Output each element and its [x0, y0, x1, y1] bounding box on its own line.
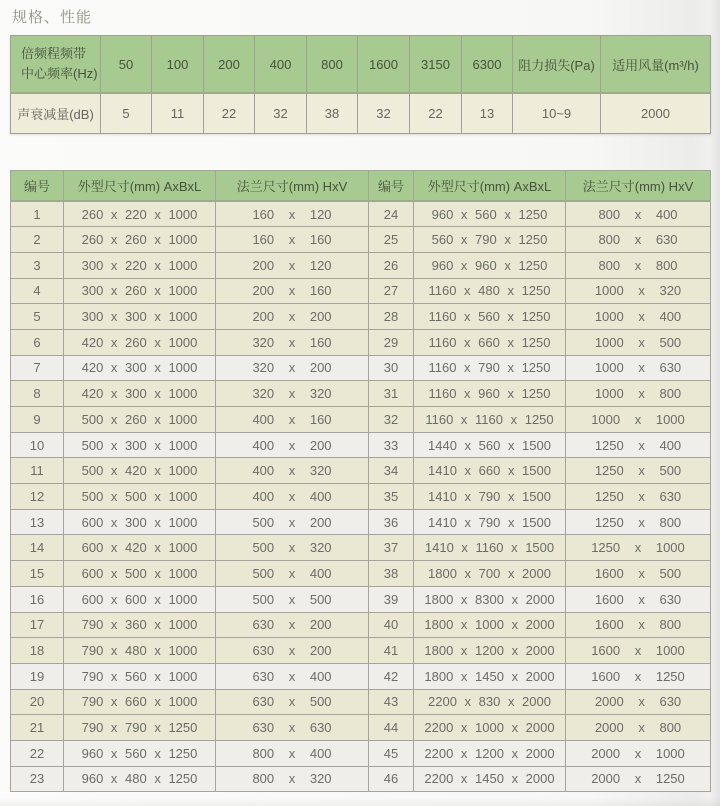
outer-size-value: 2200 x 1450 x 2000	[414, 766, 566, 792]
flange-size-value: 1000 x 1000	[566, 407, 711, 433]
flange-size-value: 1250 x 630	[566, 484, 711, 510]
outer-size-value: 600 x 500 x 1000	[64, 561, 216, 587]
outer-size-value: 500 x 260 x 1000	[64, 407, 216, 433]
table-row	[11, 432, 711, 458]
flange-size-value: 630 x 630	[216, 715, 369, 741]
attenuation-value: 11	[152, 93, 204, 134]
attenuation-value: 38	[307, 93, 358, 134]
freq-column-header: 800	[307, 36, 358, 94]
flange-size-value: 1600 x 630	[566, 586, 711, 612]
row-number: 37	[369, 535, 414, 561]
flange-size-header: 法兰尺寸(mm) HxV	[216, 171, 369, 202]
flange-size-value: 320 x 200	[216, 355, 369, 381]
row-number: 35	[369, 484, 414, 510]
flange-size-header: 法兰尺寸(mm) HxV	[566, 171, 711, 202]
flange-size-value: 200 x 200	[216, 304, 369, 330]
outer-size-value: 300 x 260 x 1000	[64, 278, 216, 304]
row-number: 10	[11, 432, 64, 458]
outer-size-value: 1410 x 1160 x 1500	[414, 535, 566, 561]
row-number: 41	[369, 638, 414, 664]
row-number: 17	[11, 612, 64, 638]
flange-size-value: 800 x 400	[216, 740, 369, 766]
row-number: 29	[369, 329, 414, 355]
outer-size-value: 1800 x 1200 x 2000	[414, 638, 566, 664]
outer-size-value: 500 x 300 x 1000	[64, 432, 216, 458]
number-header: 编号	[369, 171, 414, 202]
spec-header-row	[11, 36, 711, 94]
table-row	[11, 484, 711, 510]
outer-size-value: 790 x 560 x 1000	[64, 663, 216, 689]
attenuation-row	[11, 93, 711, 134]
flange-size-value: 1000 x 630	[566, 355, 711, 381]
row-number: 39	[369, 586, 414, 612]
row-number: 26	[369, 252, 414, 278]
attenuation-value: 32	[358, 93, 410, 134]
flange-size-value: 400 x 200	[216, 432, 369, 458]
freq-band-header	[11, 36, 101, 94]
freq-band-header-line1: 倍频程频带	[21, 46, 87, 61]
freq-column-header: 50	[101, 36, 152, 94]
flange-size-value: 1250 x 500	[566, 458, 711, 484]
outer-size-value: 1410 x 790 x 1500	[414, 484, 566, 510]
row-number: 13	[11, 509, 64, 535]
outer-size-value: 1160 x 480 x 1250	[414, 278, 566, 304]
row-number: 30	[369, 355, 414, 381]
outer-size-value: 790 x 480 x 1000	[64, 638, 216, 664]
attenuation-value: 13	[462, 93, 513, 134]
outer-size-value: 790 x 360 x 1000	[64, 612, 216, 638]
resistance-loss-value: 10~9	[513, 93, 601, 134]
outer-size-value: 2200 x 1200 x 2000	[414, 740, 566, 766]
row-number: 34	[369, 458, 414, 484]
flange-size-value: 1600 x 500	[566, 561, 711, 587]
row-number: 42	[369, 663, 414, 689]
table-row	[11, 355, 711, 381]
outer-size-value: 420 x 300 x 1000	[64, 355, 216, 381]
flange-size-value: 1000 x 800	[566, 381, 711, 407]
table-row	[11, 381, 711, 407]
table-row	[11, 329, 711, 355]
row-number: 16	[11, 586, 64, 612]
attenuation-value: 32	[255, 93, 307, 134]
flange-size-value: 160 x 160	[216, 227, 369, 253]
outer-size-value: 1800 x 1450 x 2000	[414, 663, 566, 689]
freq-column-header: 100	[152, 36, 204, 94]
outer-size-header: 外型尺寸(mm) AxBxL	[64, 171, 216, 202]
attenuation-value: 22	[410, 93, 462, 134]
flange-size-value: 800 x 630	[566, 227, 711, 253]
size-table	[10, 170, 711, 792]
outer-size-value: 960 x 560 x 1250	[414, 201, 566, 227]
outer-size-value: 1160 x 960 x 1250	[414, 381, 566, 407]
outer-size-value: 2200 x 830 x 2000	[414, 689, 566, 715]
row-number: 27	[369, 278, 414, 304]
scan-edge-shading-bottom	[0, 798, 720, 806]
outer-size-value: 500 x 500 x 1000	[64, 484, 216, 510]
row-number: 38	[369, 561, 414, 587]
table-row	[11, 715, 711, 741]
outer-size-value: 790 x 660 x 1000	[64, 689, 216, 715]
flange-size-value: 2000 x 800	[566, 715, 711, 741]
table-row	[11, 458, 711, 484]
flange-size-value: 500 x 400	[216, 561, 369, 587]
outer-size-value: 960 x 480 x 1250	[64, 766, 216, 792]
row-number: 4	[11, 278, 64, 304]
outer-size-value: 1160 x 560 x 1250	[414, 304, 566, 330]
row-number: 7	[11, 355, 64, 381]
row-number: 1	[11, 201, 64, 227]
row-number: 19	[11, 663, 64, 689]
row-number: 5	[11, 304, 64, 330]
outer-size-value: 1410 x 660 x 1500	[414, 458, 566, 484]
spec-table	[10, 35, 711, 134]
table-row	[11, 535, 711, 561]
flange-size-value: 1250 x 400	[566, 432, 711, 458]
flange-size-value: 1000 x 400	[566, 304, 711, 330]
flange-size-value: 400 x 160	[216, 407, 369, 433]
freq-band-header-line2: 中心频率(Hz)	[21, 66, 98, 81]
outer-size-value: 420 x 260 x 1000	[64, 329, 216, 355]
row-number: 36	[369, 509, 414, 535]
table-row	[11, 278, 711, 304]
table-row	[11, 201, 711, 227]
flange-size-value: 1000 x 500	[566, 329, 711, 355]
size-header-row	[11, 171, 711, 202]
outer-size-value: 560 x 790 x 1250	[414, 227, 566, 253]
outer-size-value: 260 x 220 x 1000	[64, 201, 216, 227]
outer-size-value: 1800 x 700 x 2000	[414, 561, 566, 587]
flange-size-value: 1000 x 320	[566, 278, 711, 304]
freq-column-header: 1600	[358, 36, 410, 94]
table-row	[11, 663, 711, 689]
resistance-loss-header: 阻力损失(Pa)	[513, 36, 601, 94]
outer-size-value: 790 x 790 x 1250	[64, 715, 216, 741]
row-number: 14	[11, 535, 64, 561]
table-row	[11, 561, 711, 587]
row-number: 43	[369, 689, 414, 715]
row-number: 31	[369, 381, 414, 407]
row-number: 45	[369, 740, 414, 766]
scan-edge-shading-right	[710, 0, 720, 806]
outer-size-value: 300 x 300 x 1000	[64, 304, 216, 330]
table-row	[11, 766, 711, 792]
row-number: 20	[11, 689, 64, 715]
flange-size-value: 2000 x 630	[566, 689, 711, 715]
airflow-value: 2000	[601, 93, 711, 134]
page-title: 规格、性能	[12, 9, 93, 26]
outer-size-value: 600 x 600 x 1000	[64, 586, 216, 612]
flange-size-value: 400 x 320	[216, 458, 369, 484]
outer-size-header: 外型尺寸(mm) AxBxL	[414, 171, 566, 202]
flange-size-value: 200 x 120	[216, 252, 369, 278]
row-number: 44	[369, 715, 414, 741]
flange-size-value: 1250 x 800	[566, 509, 711, 535]
table-row	[11, 612, 711, 638]
flange-size-value: 1600 x 800	[566, 612, 711, 638]
outer-size-value: 2200 x 1000 x 2000	[414, 715, 566, 741]
row-number: 25	[369, 227, 414, 253]
flange-size-value: 630 x 200	[216, 612, 369, 638]
row-number: 24	[369, 201, 414, 227]
outer-size-value: 1800 x 8300 x 2000	[414, 586, 566, 612]
outer-size-value: 260 x 260 x 1000	[64, 227, 216, 253]
row-number: 9	[11, 407, 64, 433]
outer-size-value: 1160 x 660 x 1250	[414, 329, 566, 355]
flange-size-value: 630 x 200	[216, 638, 369, 664]
table-row	[11, 304, 711, 330]
outer-size-value: 600 x 300 x 1000	[64, 509, 216, 535]
table-row	[11, 740, 711, 766]
freq-column-header: 6300	[462, 36, 513, 94]
outer-size-value: 1160 x 790 x 1250	[414, 355, 566, 381]
row-number: 3	[11, 252, 64, 278]
freq-column-header: 3150	[410, 36, 462, 94]
flange-size-value: 500 x 320	[216, 535, 369, 561]
flange-size-value: 500 x 500	[216, 586, 369, 612]
flange-size-value: 630 x 500	[216, 689, 369, 715]
attenuation-value: 5	[101, 93, 152, 134]
row-number: 23	[11, 766, 64, 792]
flange-size-value: 320 x 160	[216, 329, 369, 355]
row-number: 46	[369, 766, 414, 792]
table-row	[11, 407, 711, 433]
attenuation-row-label: 声衰减量(dB)	[11, 93, 101, 134]
airflow-header: 适用风量(m³/h)	[601, 36, 711, 94]
outer-size-value: 1160 x 1160 x 1250	[414, 407, 566, 433]
outer-size-value: 600 x 420 x 1000	[64, 535, 216, 561]
freq-column-header: 400	[255, 36, 307, 94]
flange-size-value: 400 x 400	[216, 484, 369, 510]
table-row	[11, 227, 711, 253]
flange-size-value: 160 x 120	[216, 201, 369, 227]
flange-size-value: 320 x 320	[216, 381, 369, 407]
row-number: 32	[369, 407, 414, 433]
outer-size-value: 500 x 420 x 1000	[64, 458, 216, 484]
outer-size-value: 420 x 300 x 1000	[64, 381, 216, 407]
row-number: 8	[11, 381, 64, 407]
flange-size-value: 800 x 800	[566, 252, 711, 278]
number-header: 编号	[11, 171, 64, 202]
outer-size-value: 960 x 960 x 1250	[414, 252, 566, 278]
outer-size-value: 1800 x 1000 x 2000	[414, 612, 566, 638]
flange-size-value: 1250 x 1000	[566, 535, 711, 561]
attenuation-value: 22	[204, 93, 255, 134]
row-number: 12	[11, 484, 64, 510]
row-number: 11	[11, 458, 64, 484]
flange-size-value: 1600 x 1000	[566, 638, 711, 664]
row-number: 33	[369, 432, 414, 458]
table-row	[11, 586, 711, 612]
flange-size-value: 2000 x 1000	[566, 740, 711, 766]
outer-size-value: 1410 x 790 x 1500	[414, 509, 566, 535]
flange-size-value: 630 x 400	[216, 663, 369, 689]
row-number: 2	[11, 227, 64, 253]
row-number: 40	[369, 612, 414, 638]
row-number: 21	[11, 715, 64, 741]
table-row	[11, 638, 711, 664]
flange-size-value: 2000 x 1250	[566, 766, 711, 792]
row-number: 22	[11, 740, 64, 766]
flange-size-value: 800 x 320	[216, 766, 369, 792]
row-number: 15	[11, 561, 64, 587]
table-row	[11, 252, 711, 278]
row-number: 28	[369, 304, 414, 330]
row-number: 6	[11, 329, 64, 355]
table-row	[11, 689, 711, 715]
flange-size-value: 1600 x 1250	[566, 663, 711, 689]
size-table-body	[11, 201, 711, 792]
outer-size-value: 300 x 220 x 1000	[64, 252, 216, 278]
row-number: 18	[11, 638, 64, 664]
flange-size-value: 200 x 160	[216, 278, 369, 304]
flange-size-value: 800 x 400	[566, 201, 711, 227]
outer-size-value: 960 x 560 x 1250	[64, 740, 216, 766]
table-row	[11, 509, 711, 535]
freq-column-header: 200	[204, 36, 255, 94]
flange-size-value: 500 x 200	[216, 509, 369, 535]
outer-size-value: 1440 x 560 x 1500	[414, 432, 566, 458]
